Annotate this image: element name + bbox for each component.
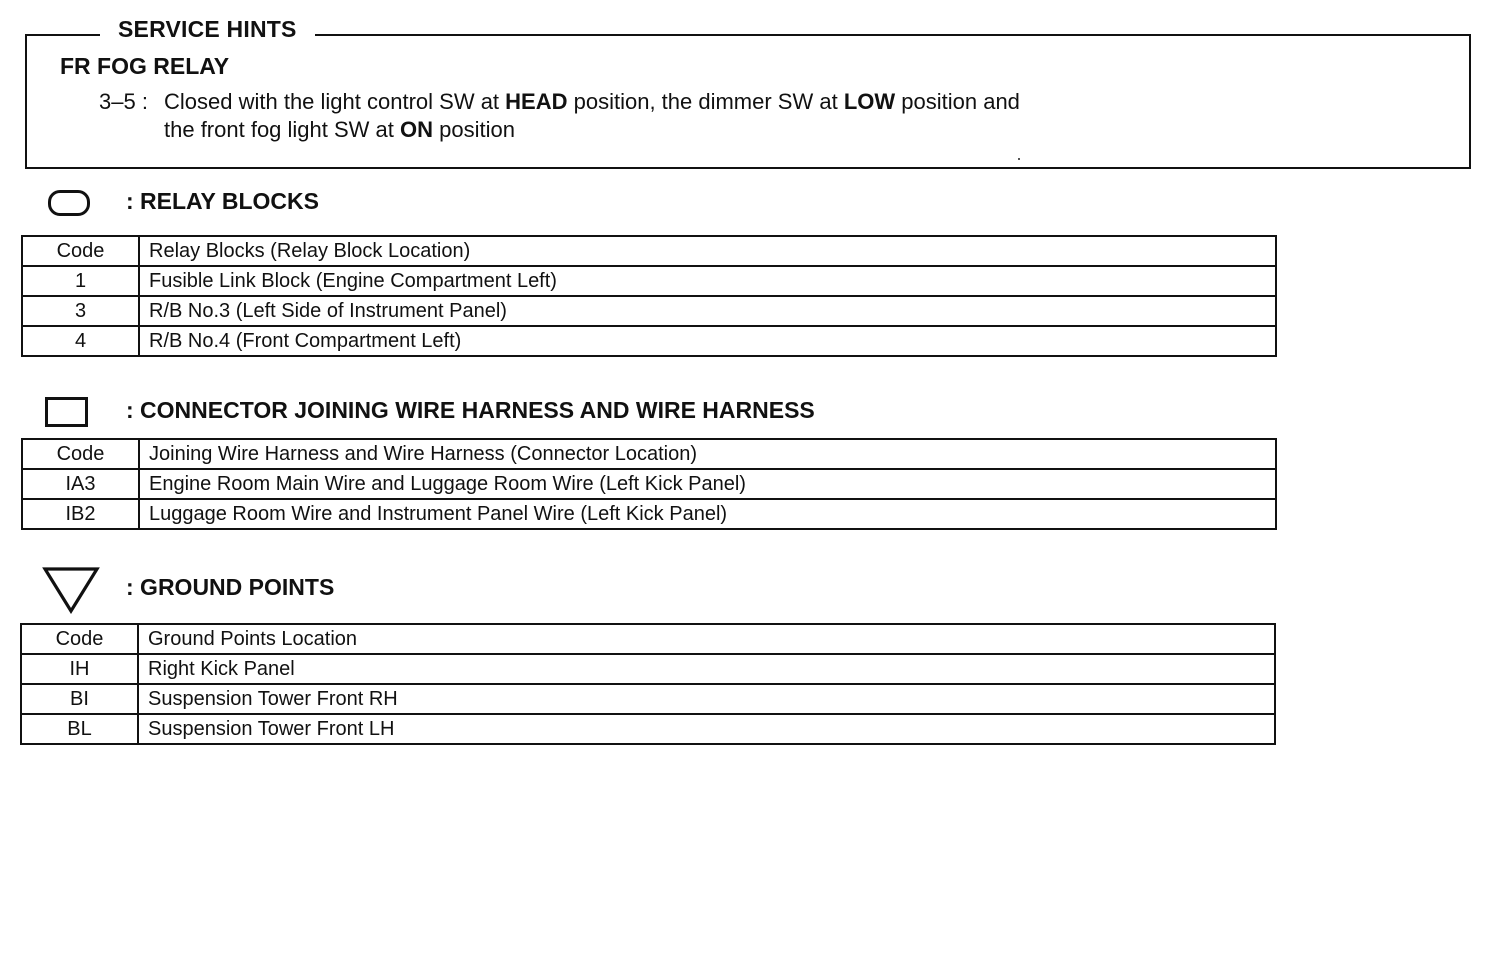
table-row [22,469,1276,499]
code-header: Code [22,236,139,266]
table-header-row [22,439,1276,469]
table-row [21,654,1275,684]
row-description: Engine Room Main Wire and Luggage Room Wire (Left Kick Panel) [139,469,1276,499]
row-code: 3 [22,296,139,326]
description-header: Joining Wire Harness and Wire Harness (Connector Location) [139,439,1276,469]
relay-blocks-table [21,235,1277,357]
table-header-row [21,624,1275,654]
table-row [22,326,1276,356]
relay-blocks-heading: : RELAY BLOCKS [126,188,319,214]
row-code: BL [21,714,138,744]
row-description: R/B No.3 (Left Side of Instrument Panel) [139,296,1276,326]
table-row [21,684,1275,714]
row-description: Right Kick Panel [138,654,1275,684]
hint-terminal-code: 3–5 : [99,89,148,114]
downward-triangle-icon [42,566,100,614]
row-description: Suspension Tower Front RH [138,684,1275,714]
table-row [22,499,1276,529]
table-header-row [22,236,1276,266]
code-header: Code [21,624,138,654]
row-description: Fusible Link Block (Engine Compartment Left) [139,266,1276,296]
ground-points-heading: : GROUND POINTS [126,574,335,600]
connectors-table [21,438,1277,530]
description-header: Relay Blocks (Relay Block Location) [139,236,1276,266]
description-header: Ground Points Location [138,624,1275,654]
hint-text-line-1: Closed with the light control SW at HEAD position, the dimmer SW at LOW position and [164,89,1020,114]
row-code: BI [21,684,138,714]
hint-text-line-2: the front fog light SW at ON position [164,117,515,142]
row-code: 1 [22,266,139,296]
row-description: Suspension Tower Front LH [138,714,1275,744]
scan-speck [1018,158,1020,160]
row-description: Luggage Room Wire and Instrument Panel Wire (Left Kick Panel) [139,499,1276,529]
row-description: R/B No.4 (Front Compartment Left) [139,326,1276,356]
connectors-heading: : CONNECTOR JOINING WIRE HARNESS AND WIRE HARNESS [126,397,815,423]
table-row [21,714,1275,744]
relay-name: FR FOG RELAY [60,53,230,79]
table-row [22,296,1276,326]
ground-points-table [20,623,1276,745]
rectangle-icon [45,397,88,427]
service-hints-title: SERVICE HINTS [100,16,315,43]
rounded-rectangle-icon [48,190,90,216]
row-code: IA3 [22,469,139,499]
row-code: 4 [22,326,139,356]
row-code: IH [21,654,138,684]
code-header: Code [22,439,139,469]
table-row [22,266,1276,296]
row-code: IB2 [22,499,139,529]
